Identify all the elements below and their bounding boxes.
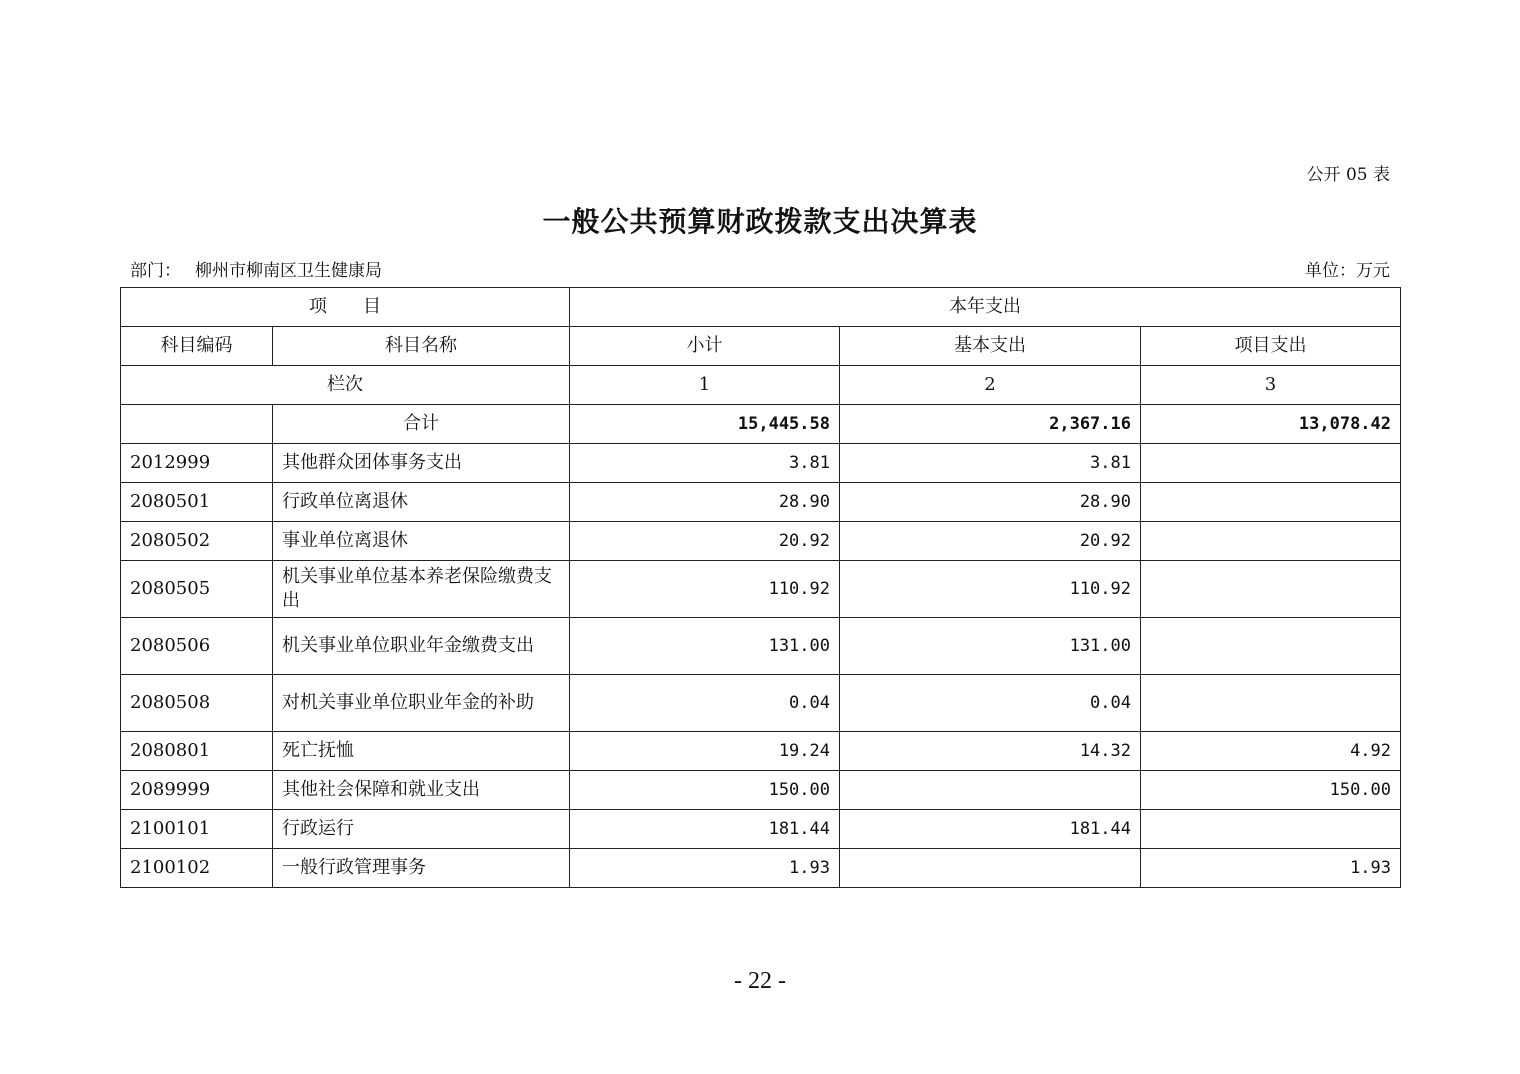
header-name: 科目名称: [273, 327, 570, 366]
row-basic: 0.04: [840, 675, 1141, 732]
row-name: 行政运行: [273, 810, 570, 849]
row-project: [1141, 444, 1401, 483]
column-number-3: 3: [1141, 366, 1401, 405]
row-name: 对机关事业单位职业年金的补助: [273, 675, 570, 732]
row-project: 150.00: [1141, 771, 1401, 810]
row-project: 1.93: [1141, 849, 1401, 888]
row-name: 行政单位离退休: [273, 483, 570, 522]
row-project: 4.92: [1141, 732, 1401, 771]
row-name: 死亡抚恤: [273, 732, 570, 771]
header-row-1: [121, 288, 1401, 327]
department-label: 部门：: [130, 261, 181, 281]
department-value: 柳州市柳南区卫生健康局: [195, 261, 382, 281]
row-subtotal: 0.04: [570, 675, 840, 732]
page-title: 一般公共预算财政拨款支出决算表: [542, 205, 978, 238]
table-row: [121, 522, 1401, 561]
row-basic: 3.81: [840, 444, 1141, 483]
row-subtotal: 150.00: [570, 771, 840, 810]
row-name: 机关事业单位职业年金缴费支出: [273, 618, 570, 675]
row-name: 一般行政管理事务: [273, 849, 570, 888]
header-row-2: [121, 327, 1401, 366]
total-basic: 2,367.16: [840, 405, 1141, 444]
row-code: 2080801: [121, 732, 273, 771]
row-code: 2080502: [121, 522, 273, 561]
department: [130, 256, 382, 281]
row-subtotal: 181.44: [570, 810, 840, 849]
column-number-1: 1: [570, 366, 840, 405]
row-basic: 14.32: [840, 732, 1141, 771]
table-row: [121, 732, 1401, 771]
budget-table: [120, 287, 1401, 888]
row-code: 2080501: [121, 483, 273, 522]
row-basic: 28.90: [840, 483, 1141, 522]
row-project: [1141, 483, 1401, 522]
table-row: [121, 771, 1401, 810]
row-project: [1141, 810, 1401, 849]
row-code: 2080505: [121, 561, 273, 618]
table-row: [121, 483, 1401, 522]
row-code: 2080506: [121, 618, 273, 675]
table-row: [121, 810, 1401, 849]
row-basic: [840, 849, 1141, 888]
header-subtotal: 小计: [570, 327, 840, 366]
row-subtotal: 20.92: [570, 522, 840, 561]
row-code: 2100102: [121, 849, 273, 888]
unit-label: 单位：万元: [1305, 261, 1390, 281]
row-basic: [840, 771, 1141, 810]
row-basic: 131.00: [840, 618, 1141, 675]
row-subtotal: 110.92: [570, 561, 840, 618]
row-name: 事业单位离退休: [273, 522, 570, 561]
column-number-2: 2: [840, 366, 1141, 405]
table-row: [121, 561, 1401, 618]
column-order-label: 栏次: [121, 366, 570, 405]
row-basic: 20.92: [840, 522, 1141, 561]
header-code: 科目编码: [121, 327, 273, 366]
header-basic: 基本支出: [840, 327, 1141, 366]
row-basic: 181.44: [840, 810, 1141, 849]
row-name: 其他社会保障和就业支出: [273, 771, 570, 810]
total-subtotal: 15,445.58: [570, 405, 840, 444]
table-row: [121, 618, 1401, 675]
row-subtotal: 19.24: [570, 732, 840, 771]
header-project: 项目支出: [1141, 327, 1401, 366]
row-project: [1141, 618, 1401, 675]
row-name: 其他群众团体事务支出: [273, 444, 570, 483]
total-code-cell: [121, 405, 273, 444]
row-project: [1141, 522, 1401, 561]
row-code: 2100101: [121, 810, 273, 849]
table-row: [121, 444, 1401, 483]
table-meta: [130, 256, 1390, 280]
row-subtotal: 131.00: [570, 618, 840, 675]
header-item: 项 目: [121, 288, 570, 327]
table-row: [121, 675, 1401, 732]
row-code: 2012999: [121, 444, 273, 483]
row-code: 2080508: [121, 675, 273, 732]
total-row: [121, 405, 1401, 444]
row-subtotal: 3.81: [570, 444, 840, 483]
page-number: - 22 -: [734, 968, 786, 994]
header-current-year: 本年支出: [570, 288, 1401, 327]
total-label: 合计: [273, 405, 570, 444]
row-project: [1141, 561, 1401, 618]
table-row: [121, 849, 1401, 888]
row-basic: 110.92: [840, 561, 1141, 618]
row-name: 机关事业单位基本养老保险缴费支出: [273, 561, 570, 618]
row-code: 2089999: [121, 771, 273, 810]
row-project: [1141, 675, 1401, 732]
row-subtotal: 1.93: [570, 849, 840, 888]
form-number: 公开 05 表: [1306, 165, 1390, 185]
row-subtotal: 28.90: [570, 483, 840, 522]
total-project: 13,078.42: [1141, 405, 1401, 444]
column-order-row: [121, 366, 1401, 405]
